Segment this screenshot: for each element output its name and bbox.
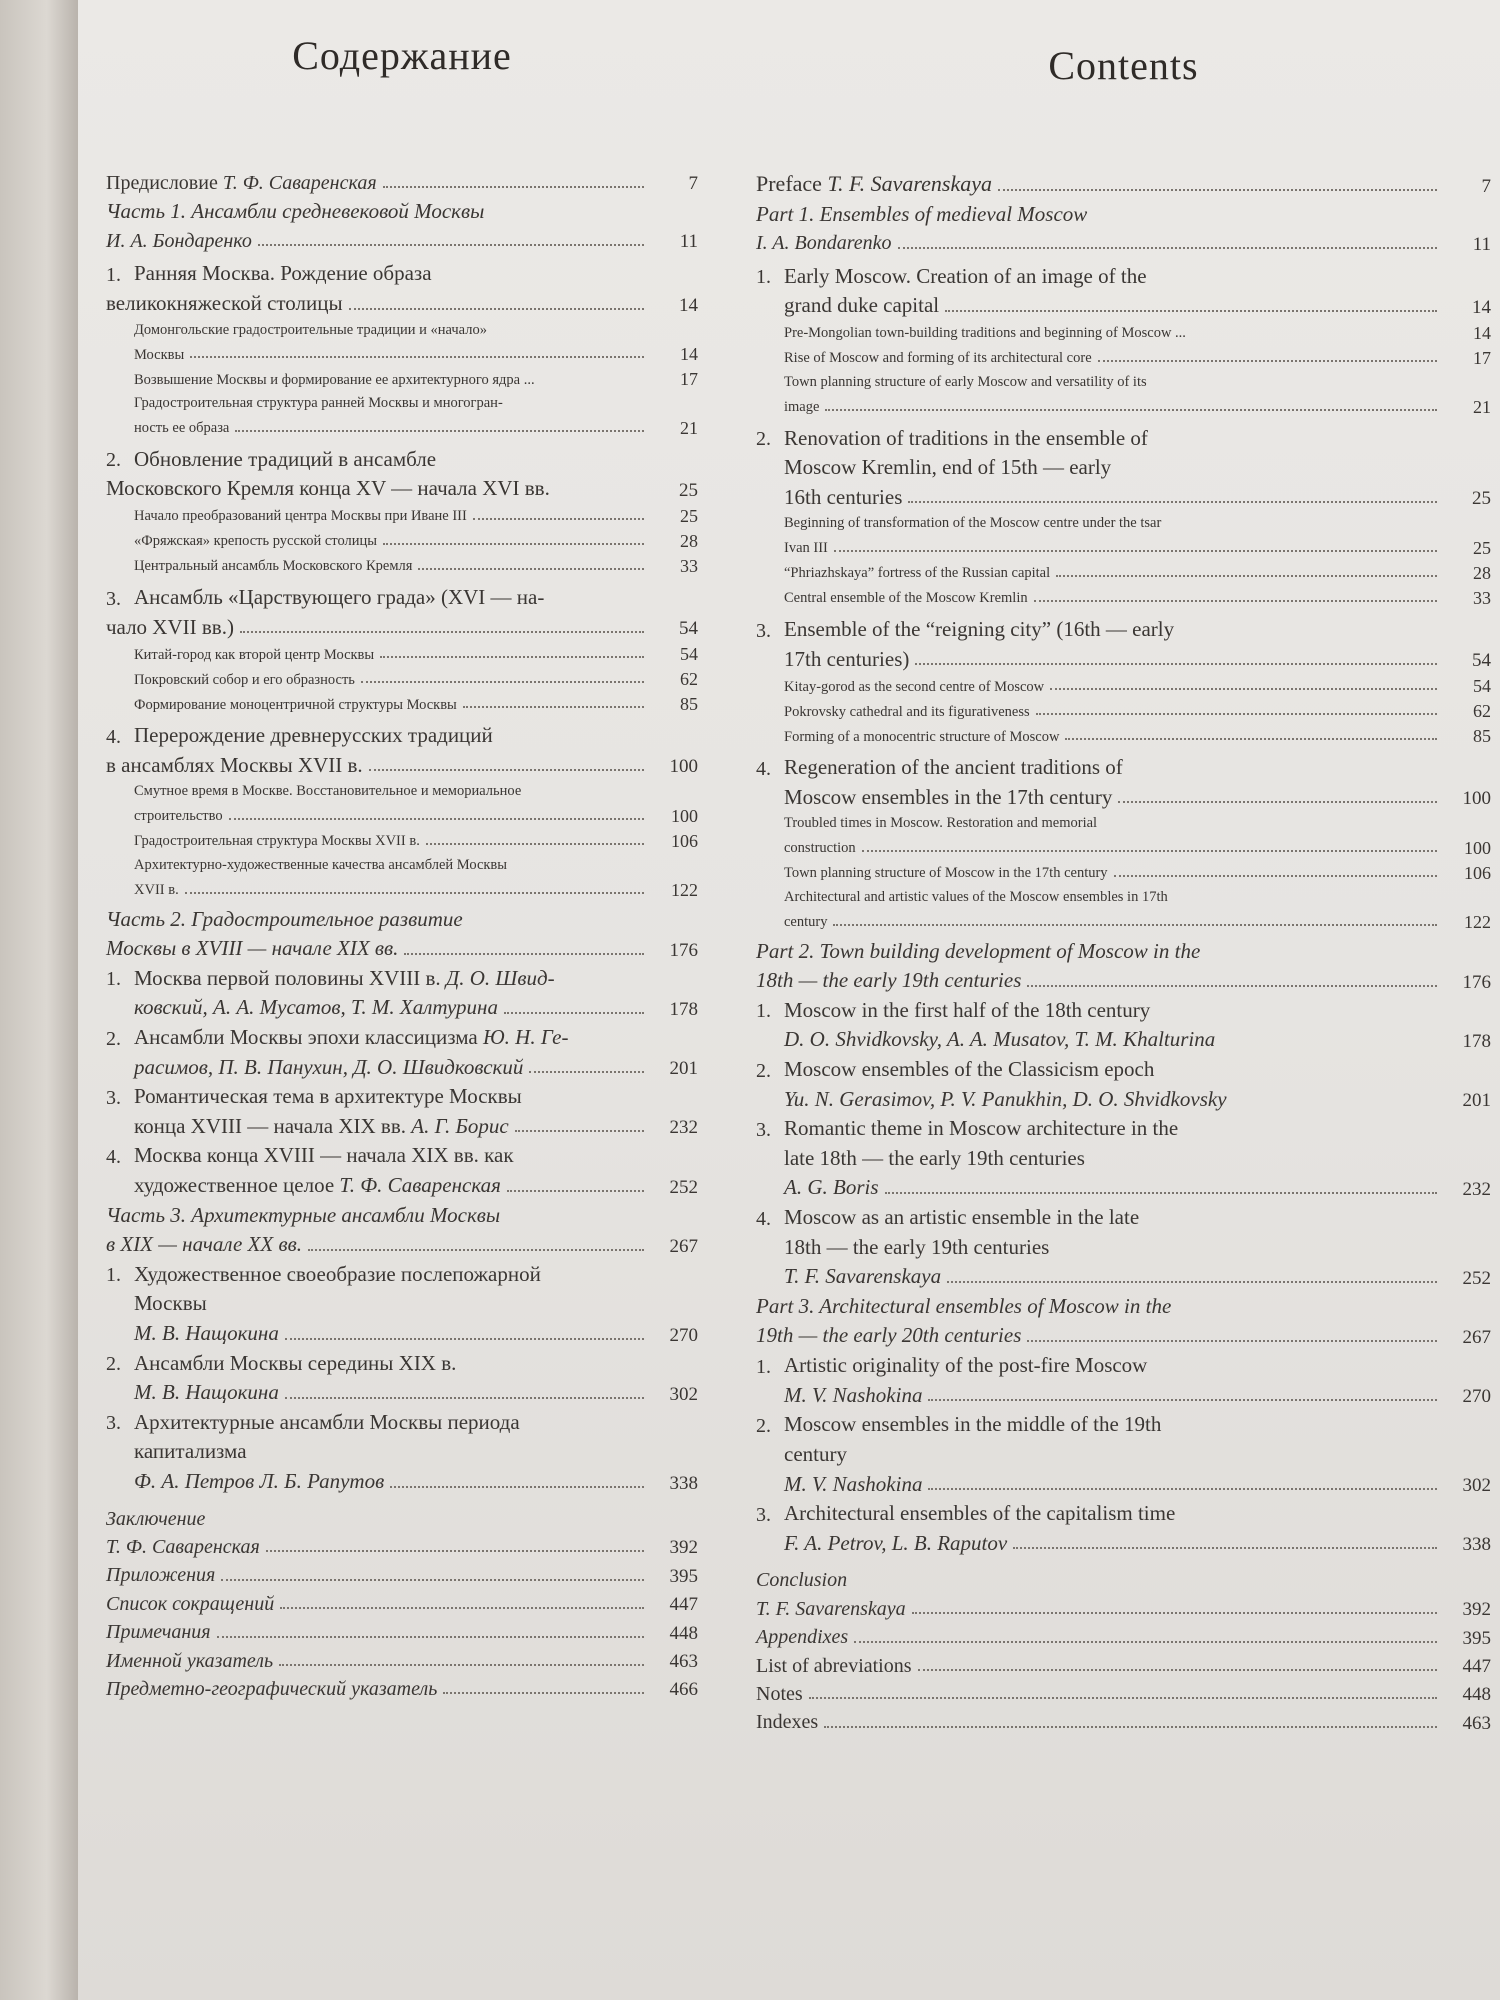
toc-chapter-2: 2. Renovation of traditions in the ensemble of Moscow Kremlin, end of 15th — early 16th centuries 25 Beginning of transformation of the Moscow centre under the tsar Ivan III 25 “Phriazhskaya” fortress of the Russian capital 28 Central ensemble of the Moscow Kremlin 33 xyxy=(756,425,1491,608)
toc-subject-index: Предметно-географический указатель 466 xyxy=(106,1678,698,1701)
toc-entry-preface: Preface T. F. Savarenskaya 7 xyxy=(756,171,1491,197)
toc-part-3-title: Часть 3. Архитектурные ансамбли Москвы xyxy=(106,1202,501,1227)
russian-contents-column xyxy=(106,0,698,1705)
toc-part-3-title: Part 3. Architectural ensembles of Moscow in the xyxy=(756,1293,1172,1318)
toc-p2-chapter-3: 3. Романтическая тема в архитектуре Москвы xyxy=(106,1084,522,1109)
toc-p2-chapter-2: 2. Ансамбли Москвы эпохи классицизма Ю. Н. Ге- xyxy=(106,1024,569,1050)
toc-conclusion: Conclusion xyxy=(756,1569,848,1592)
toc-p3-chapter-2: 2. Ансамбли Москвы середины XIX в. xyxy=(106,1350,457,1376)
previous-page-edge xyxy=(0,0,78,2000)
toc-chapter-1: 1. Early Moscow. Creation of an image of the grand duke capital 14 Pre-Mongolian town-building traditions and beginning of Moscow ... 14 Rise of Moscow and forming of its architectural core 17 Town planning structure of early Moscow and versatility of its image 21 xyxy=(756,263,1491,417)
toc-p2-chapter-4: 4. Москва конца XVIII — начала XIX вв. как xyxy=(106,1143,514,1168)
toc-part-3-title-line2: 19th — the early 20th centuries 267 xyxy=(756,1323,1491,1349)
toc-notes: Примечания 448 xyxy=(106,1621,698,1644)
toc-p2-chapter-3: 3. Romantic theme in Moscow architecture in the xyxy=(756,1116,1179,1141)
toc-notes: Notes 448 xyxy=(756,1682,1491,1706)
toc-part-3-title-line2: в XIX — начале XX вв. 267 xyxy=(106,1232,698,1257)
english-toc: Preface T. F. Savarenskaya 7 Part 1. Ensembles of medieval Moscow I. A. Bondarenko 11 1. Early Moscow. Creation of an image of the grand duke capital 14 Pre-Mongolian town-building traditions and beginning of Moscow ... 14 Rise of Moscow and forming of its architectural core 17 Town planning structure of early Moscow and versatility of its image 21 2. Renovation of traditions in the ensemble of Moscow Kremlin, end of 15th — early 16th centuries 25 Beginning of transformation of the Moscow centre under the tsar Ivan III 25 “Phriazhskaya” fortress of the Russian capital 28 Central ensemble of the Moscow Kremlin 33 3. Ensemble of the “reigning city” (16th — early 17th centuries) 54 Kitay-gorod as the second centre of Moscow 54 Pokrovsky cathedral and its figurativeness 62 Forming of a monocentric structure of Moscow 85 4. Regeneration of the ancient traditions of Moscow ensembles in the 17th century 100 Troubled times in Moscow. Restoration and memorial construction 100 Town planning structure of Moscow in the 17th century 106 Architectural and artistic values of the Moscow ensembles in 17th century 122 Part 2. Town building development of Moscow in the 18th — the early 19th centuries 176 1. Moscow in the first half of the 18th century D. O. Shvidkovsky, A. A. Musatov, T. M. Khalturina 178 2. Moscow ensembles of the Classicism epoch Yu. N. Gerasimov, P. V. Panukhin, D. O. Shvidkovsky 201 3. Romantic theme in Moscow architecture in the late 18th — the early 19th centuries A. G. Boris 232 4. Moscow as an artistic ensemble in the late 18th — the early 19th centuries T. F. Savarenskaya 252 Part 3. Architectural ensembles of Moscow in the 19th — the early 20th centuries 267 1. Artistic originality of the post-fire Moscow M. V. Nashokina 270 2. Moscow ensembles in the middle of the 19th century M. V. Nashokina 302 3. Architectural ensembles of the capitalism time F. A. Petrov, L. B. Raputov 338 Conclusion T. F. Savarenskaya 392 Appendixes 395 List of abreviations 447 Notes 448 Indexes 463 xyxy=(756,171,1491,1734)
toc-entry-preface: Предисловие Т. Ф. Саваренская 7 xyxy=(106,172,698,195)
toc-part-2-title: Часть 2. Градостроительное развитие xyxy=(106,906,463,931)
toc-indexes: Indexes 463 xyxy=(756,1711,1491,1734)
toc-appendixes: Appendixes 395 xyxy=(756,1626,1491,1649)
toc-chapter-4: 4. Перерождение древнерусских традиций в ансамблях Москвы XVII в. 100 Смутное время в Москве. Восстановительное и мемориальное строительство 100 Градостроительная структура Москвы XVII в. 106 Архитектурно-художественные качества ансамблей Москвы XVII в. 122 xyxy=(106,723,698,900)
toc-chapter-1: 1. Ранняя Москва. Рождение образа великокняжеской столицы 14 Домонгольские градостроительные традиции и «начало» Москвы 14 Возвышение Москвы и формирование ее архитектурного ядра ... 17 Градостроительная структура ранней Москвы и многогран- ность ее образа 21 xyxy=(106,261,698,438)
toc-p2-chapter-1: 1. Москва первой половины XVIII в. Д. О. Швид- xyxy=(106,965,555,991)
toc-appendixes: Приложения 395 xyxy=(106,1564,698,1587)
toc-part-1-author: I. A. Bondarenko 11 xyxy=(756,232,1491,255)
toc-chapter-2: 2. Обновление традиций в ансамбле Московского Кремля конца XV — начала XVI вв. 25 Начало преобразований центра Москвы при Иване III 25 «Фряжская» крепость русской столицы 28 Центральный ансамбль Московского Кремля 33 xyxy=(106,446,698,576)
page-number: 7 xyxy=(688,173,698,195)
english-heading: Contents xyxy=(1048,43,1199,88)
toc-abbreviations: Список сокращений 447 xyxy=(106,1592,698,1616)
toc-part-1-author: И. А. Бондаренко 11 xyxy=(106,230,698,253)
toc-p2-chapter-2: 2. Moscow ensembles of the Classicism epoch xyxy=(756,1057,1155,1082)
toc-chapter-3: 3. Ensemble of the “reigning city” (16th — early 17th centuries) 54 Kitay-gorod as the second centre of Moscow 54 Pokrovsky cathedral and its figurativeness 62 Forming of a monocentric structure of Moscow 85 xyxy=(756,617,1491,747)
english-contents-column xyxy=(756,0,1491,1739)
toc-conclusion: Заключение xyxy=(106,1507,206,1530)
toc-chapter-3: 3. Ансамбль «Царствующего града» (XVI — на- чало XVII вв.) 54 Китай-город как второй центр Москвы 54 Покровский собор и его образность 62 Формирование моноцентричной структуры Москвы 85 xyxy=(106,584,698,715)
toc-p3-chapter-1: 1. Artistic originality of the post-fire Moscow xyxy=(756,1353,1148,1378)
toc-chapter-4: 4. Regeneration of the ancient traditions of Moscow ensembles in the 17th century 100 Troubled times in Moscow. Restoration and memorial construction 100 Town planning structure of Moscow in the 17th century 106 Architectural and artistic values of the Moscow ensembles in 17th century 122 xyxy=(756,755,1491,932)
toc-part-1-title: Часть 1. Ансамбли средневековой Москвы xyxy=(106,199,485,224)
toc-abbreviations: List of abreviations 447 xyxy=(756,1654,1491,1677)
toc-part-1-title: Part 1. Ensembles of medieval Moscow xyxy=(756,201,1088,226)
contents-page xyxy=(78,0,1500,2000)
toc-p2-chapter-4: 4. Moscow as an artistic ensemble in the late xyxy=(756,1205,1140,1230)
toc-p3-chapter-1: 1. Художественное своеобразие послепожарной xyxy=(106,1261,541,1287)
toc-part-2-title: Part 2. Town building development of Moscow in the xyxy=(756,938,1201,963)
toc-p2-chapter-1: 1. Moscow in the first half of the 18th century xyxy=(756,997,1151,1023)
russian-heading: Содержание xyxy=(292,33,512,78)
toc-part-2-title-line2: 18th — the early 19th centuries 176 xyxy=(756,968,1491,993)
toc-name-index: Именной указатель 463 xyxy=(106,1649,698,1673)
toc-p3-chapter-3: 3. Architectural ensembles of the capitalism time xyxy=(756,1501,1176,1526)
toc-p3-chapter-2: 2. Moscow ensembles in the middle of the 19th xyxy=(756,1412,1162,1437)
russian-toc: Предисловие Т. Ф. Саваренская 7 Часть 1. Ансамбли средневековой Москвы И. А. Бондаренко 11 1. Ранняя Москва. Рождение образа великокняжеской столицы 14 Домонгольские градостроительные традиции и «начало» Москвы 14 Возвышение Москвы и формирование ее архитектурного ядра ... 17 Градостроительная структура ранней Москвы и многогран- ность ее образа 21 2. Обновление традиций в ансамбле Московского Кремля конца XV — начала XVI вв. 25 Начало преобразований центра Москвы при Иване III 25 «Фряжская» крепость русской столицы 28 Центральный ансамбль Московского Кремля 33 3. Ансамбль «Царствующего града» (XVI — на- чало XVII вв.) 54 Китай-город как второй центр Москвы 54 Покровский собор и его образность 62 Формирование моноцентричной структуры Москвы 85 4. Перерождение древнерусских традиций в ансамблях Москвы XVII в. 100 Смутное время в Москве. Восстановительное и мемориальное строительство 100 Градостроительная структура Москвы XVII в. 106 Архитектурно-художественные качества ансамблей Москвы XVII в. 122 Часть 2. Градостроительное развитие Москвы в XVIII — начале XIX вв. 176 1. Москва первой половины XVIII в. Д. О. Швид- ковский, А. А. Мусатов, Т. М. Халтурина 178 2. Ансамбли Москвы эпохи классицизма Ю. Н. Ге- расимов, П. В. Панухин, Д. О. Швидковский 201 3. Романтическая тема в архитектуре Москвы конца XVIII — начала XIX вв. А. Г. Борис 232 4. Москва конца XVIII — начала XIX вв. как художественное целое Т. Ф. Саваренская 252 Часть 3. Архитектурные ансамбли Москвы в XIX — начале XX вв. 267 1. Художественное своеобразие послепожарной Москвы М. В. Нащокина 270 2. Ансамбли Москвы середины XIX в. М. В. Нащокина 302 3. Архитектурные ансамбли Москвы периода капитализма Ф. А. Петров Л. Б. Рапутов 338 Заключение Т. Ф. Саваренская 392 Приложения 395 Список сокращений 447 Примечания 448 Именной указатель 463 Предметно-географический указатель 466 xyxy=(106,172,698,1701)
toc-p3-chapter-3: 3. Архитектурные ансамбли Москвы периода xyxy=(106,1409,520,1435)
toc-part-2-title-line2: Москвы в XVIII — начале XIX вв. 176 xyxy=(106,936,698,961)
